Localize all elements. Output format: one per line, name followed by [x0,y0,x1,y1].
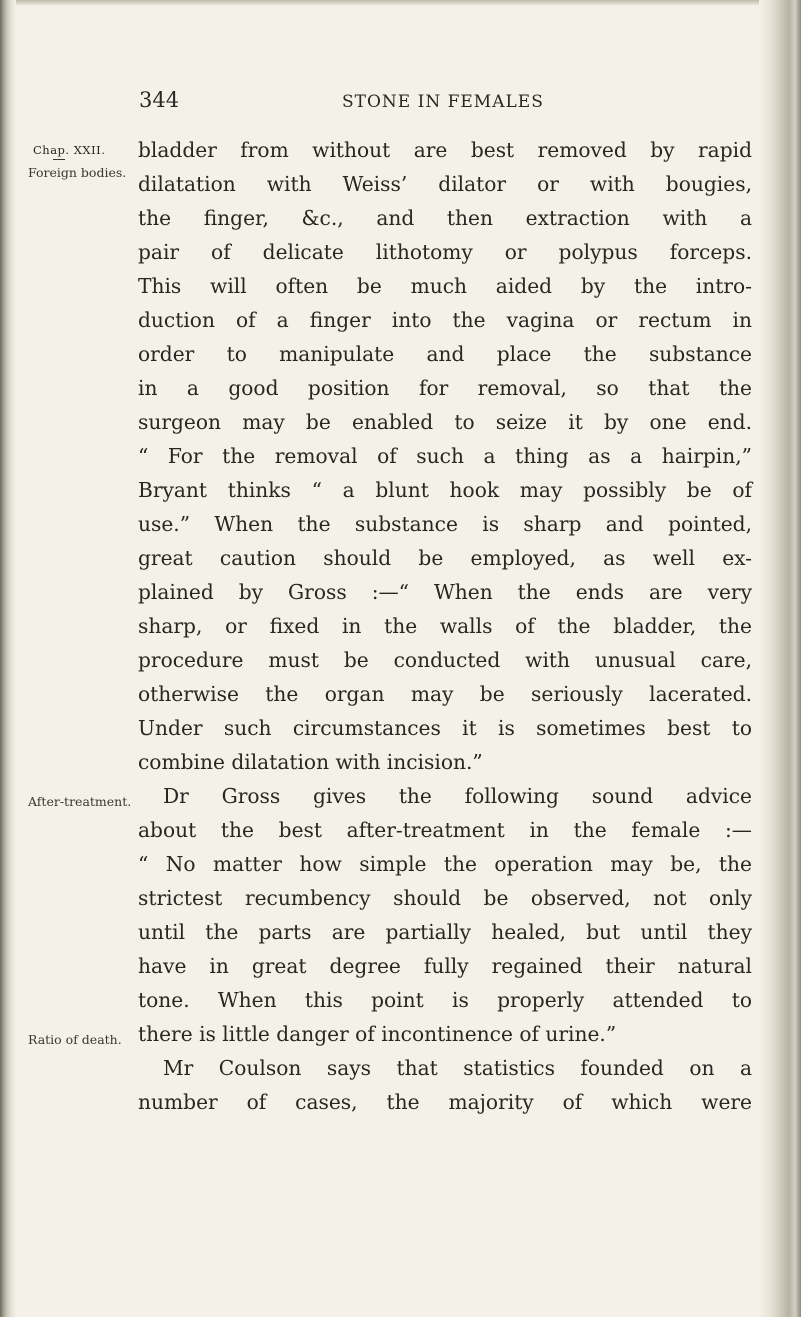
margin-note-ratio-of-death: Ratio of death. [28,1032,122,1047]
text-line: Mr Coulson says that statistics founded on a [163,1056,752,1080]
text-line: the finger, &c., and then extraction with a [138,206,752,230]
running-title: STONE IN FEMALES [342,92,544,112]
text-line: pair of delicate lithotomy or polypus forceps. [138,240,752,264]
text-line: great caution should be employed, as well ex- [138,546,752,570]
margin-note-after-treatment: After-treatment. [28,794,132,809]
text-line: surgeon may be enabled to seize it by one end. [138,410,752,434]
text-line: procedure must be conducted with unusual care, [138,648,752,672]
text-line: in a good position for removal, so that the [138,376,752,400]
chapter-rule [53,159,65,160]
text-line: This will often be much aided by the intro- [138,274,752,298]
text-line: plained by Gross :—“ When the ends are very [138,580,752,604]
page-edge-right [759,0,801,1317]
text-line: “ For the removal of such a thing as a hairpin,” [138,444,752,468]
text-line: sharp, or fixed in the walls of the bladder, the [138,614,752,638]
chapter-label: Chap. XXII. [33,143,106,157]
text-line: otherwise the organ may be seriously lacerated. [138,682,752,706]
text-line: until the parts are partially healed, but until they [138,920,752,944]
text-line: combine dilatation with incision.” [138,750,483,774]
page-top-edge [16,0,801,6]
body-text [138,133,752,1119]
text-line: have in great degree fully regained their natural [138,954,752,978]
text-line: about the best after-treatment in the female :— [138,818,752,842]
text-line: order to manipulate and place the substance [138,342,752,366]
margin-note-foreign-bodies: Foreign bodies. [28,165,127,180]
text-line: Under such circumstances it is sometimes best to [138,716,752,740]
text-line: strictest recumbency should be observed, not only [138,886,752,910]
text-line: tone. When this point is properly attended to [138,988,752,1012]
text-line: dilatation with Weiss’ dilator or with bougies, [138,172,752,196]
text-line: bladder from without are best removed by rapid [138,138,752,162]
text-line: Dr Gross gives the following sound advice [163,784,752,808]
text-line: use.” When the substance is sharp and pointed, [138,512,752,536]
text-line: number of cases, the majority of which were [138,1090,752,1114]
text-line: Bryant thinks “ a blunt hook may possibly be of [138,478,752,502]
text-line: duction of a finger into the vagina or rectum in [138,308,752,332]
binding-shadow-left [0,0,16,1317]
text-line: there is little danger of incontinence of urine.” [138,1022,617,1046]
text-line: “ No matter how simple the operation may be, the [138,852,752,876]
page-number: 344 [139,88,180,112]
